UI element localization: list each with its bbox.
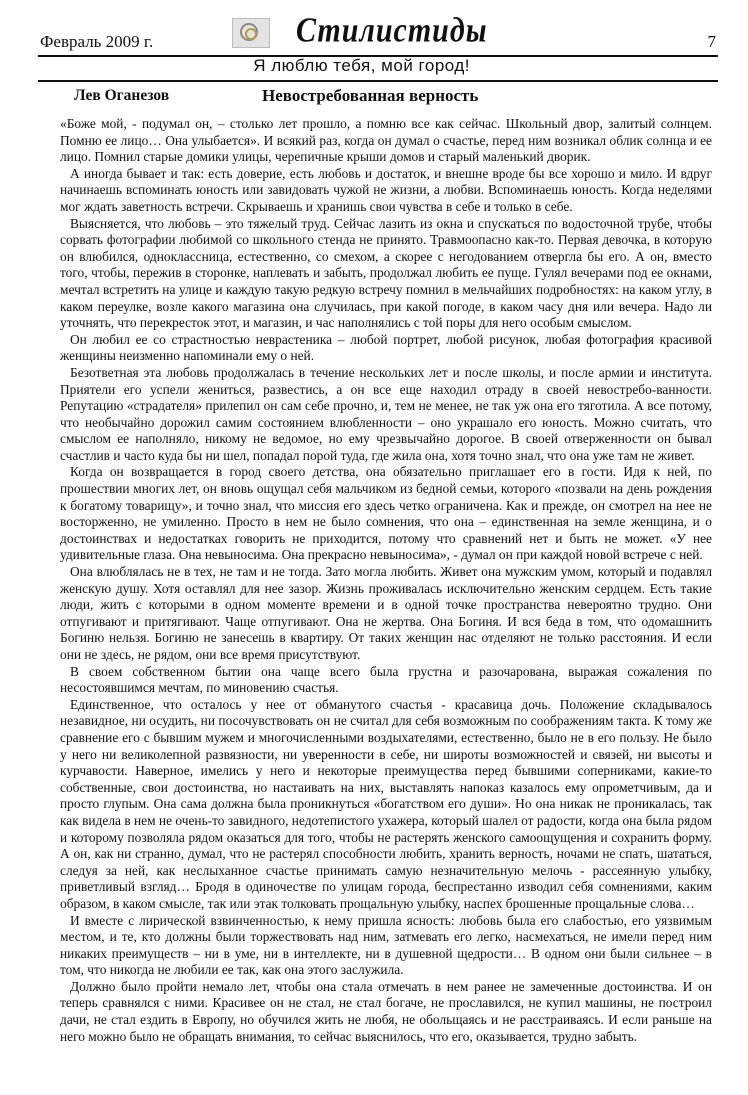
- page-header: [38, 11, 718, 54]
- article-title: Невостребованная верность: [262, 86, 479, 105]
- issue-date: Февраль 2009 г.: [40, 32, 154, 51]
- paragraph: Должно было пройти немало лет, чтобы она стала отмечать в нем ранее не замеченные достоинства. И он теперь сравнялся с ними. Красивее он не стал, не стал богаче, не прославился, не купил машины, не построил дачи, не стал ездить в Европу, но обучился жить не любя, не обольщаясь и не расстраиваясь. И если раньше на него можно было не обращать внимания, то сейчас выяснилось, что его, оказывается, трудно забыть.: [60, 978, 712, 1044]
- masthead-title: Стилистиды: [296, 11, 488, 50]
- section-tagline: Я люблю тебя, мой город!: [253, 56, 470, 75]
- article-body: [60, 116, 712, 1045]
- paragraph: Безответная эта любовь продолжалась в течение нескольких лет и после школы, и после армии и института. Приятели его успели жениться, развестись, а он все еще находил отраду в своей невостребо-ванности. Репутацию «страдателя» прилепил он сам себе прочно, и, тем не менее, не так уж она его тяготила. А все потому, что необычайно дорожил самим состоянием влюбленности – оно украшало его юность. Можно считать, что смыслом ее наполняло, никому не ведомое, но ему чрезвычайно дорогое. В своей отверженности он бывал счастлив и часто куда бы ни шел, попадал порой туда, где жила она, хотя точно знал, что она уже там не живет.: [60, 364, 712, 463]
- paragraph: Он любил ее со страстностью неврастеника – любой портрет, любой рисунок, любая фотография красивой женщины неизменно напоминали ему о ней.: [60, 331, 712, 364]
- article-author: Лев Оганезов: [74, 87, 170, 104]
- paragraph: И вместе с лирической взвинченностью, к нему пришла ясность: любовь была его слабостью, его уязвимым местом, и те, кто должны были торжествовать над ним, затмевать его легко, насмехаться, не имели перед ним никаких преимуществ – ни в уме, ни в интеллекте, ни в душевной щедрости… В одном они были сильнее – в том, что никогда не любили ее так, как она этого заслужила.: [60, 912, 712, 978]
- paragraph: В своем собственном бытии она чаще всего была грустна и разочарована, выражая сожаления по несостоявшимся мечтам, по миновению счастья.: [60, 663, 712, 696]
- paragraph: «Боже мой, - подумал он, – столько лет прошло, а помню все как сейчас. Школьный двор, залитый солнцем. Помню ее лицо… Она улыбается». И всякий раз, когда он думал о счастье, перед ним возникал облик солнца и ее лицо. Помнил старые домики улицы, черепичные крыши домов и старый маленький дворик.: [60, 116, 712, 165]
- paragraph: Выясняется, что любовь – это тяжелый труд. Сейчас лазить из окна и спускаться по водосточной трубе, чтобы сорвать фотографии любимой со школьного стенда не принято. Травмоопасно как-то. Первая девочка, в которую он влюбился, одноклассница, естественно, со смехом, а скорее с негодованием отвергла бы его. А он, вместо того, чтобы, пережив в сторонке, наплевать и забыть, продолжал любить ее пуще. Гулял вечерами под ее окнами, мечтал встретить на улице и каждую такую редкую встречу помнил в мельчайших подробностях: на каком углу, в каком переулке, возле какого магазина она случилась, при какой погоде, в каком часу дня или вечера. Надо ли уточнять, что перекресток этот, и магазин, и час наполнялись с той поры для него особым смыслом.: [60, 215, 712, 331]
- logo-icon: [232, 18, 270, 48]
- paragraph: Она влюблялась не в тех, не там и не тогда. Зато могла любить. Живет она мужским умом, который и подавлял женскую душу. Хотя оставлял для нее зазор. Жизнь проживалась исключительно женским сердцем. Есть такие люди, жить с которыми в одном моменте времени и в одной точке пространства невероятно трудно. Они отпугивают и притягивают. Чаще отпугивают. Она не жертва. Она Богиня. И вся беда в том, что одомашнить Богиню нельзя. Богиню не занесешь в квартиру. От таких женщин нас отделяют не только расстояния. И если они не здесь, не рядом, они все время присутствуют.: [60, 564, 712, 662]
- header-rule-bottom: [38, 80, 718, 82]
- paragraph: Единственное, что осталось у нее от обманутого счастья - красавица дочь. Положение складывалось незавидное, ни осудить, ни посочувствовать он не считал для себя возможным по соображениям такта. К тому же сравнение его с бывшим мужем и многочисленными воздыхателями, естественно, было не в его пользу. Не было у него ни великолепной развязности, ни уверенности в себе, ни широты возможностей и связей, ни высоты и курчавости. Наверное, имелись у него и некоторые преимущества перед бывшими соперниками, какие-то собственные, свои достоинства, но настаивать на них, выставлять напоказ казалось ему опрометчивым, да и просто глупым. Она сама должна была проникнуться «богатством его души». Но она никак не проникалась, так как видела в нем не очень-то завидного, недотепистого ухажера, который шалел от радости, когда она была рядом и которому позволяла рядом оказаться для того, чтобы не растерять женского самоощущения и сохранить форму. А он, как ни странно, думал, что не растерял способности любить, хранить верность, ночами не спать, шататься, следуя за ней, как неслыханное счастье принимать самую незначительную мелочь - рассеянную улыбку, приветливый взгляд… Бродя в одиночестве по улицам города, беспрестанно изводил себя сомнениями, каким образом, в каком смысле, так или этак толковать прощальную улыбку, наспех брошенные прощальные слова…: [60, 696, 712, 911]
- page-number: 7: [707, 32, 716, 51]
- paragraph: Когда он возвращается в город своего детства, она обязательно приглашает его в гости. Идя к ней, по прошествии многих лет, он вновь ощущал себя мальчиком из бедной семьи, которого «позвали на день рождения к богатому товарищу», и точно знал, что миссия его здесь четко ограничена. Как и прежде, он смотрел на нее не восторженно, не умиленно. Просто в нем не было сомнения, что она – единственная на земле женщина, и о достоинствах и недостатках говорить не приходится, потому что сравнений нет и быть не может. «У нее удивительные глаза. Она невыносима. Она прекрасно невыносима», - думал он при каждой новой встрече с ней.: [60, 464, 712, 563]
- logo-emblem: [240, 23, 258, 41]
- paragraph: А иногда бывает и так: есть доверие, есть любовь и достаток, и внешне вроде бы все хорошо и мило. И вдруг начинаешь вспоминать юность или завидовать чужой не жизни, а любви. Вспоминаешь юность. Когда неделями мог ждать заветность встречи. Скрываешь и хранишь свои чувства в себе и только в себе.: [60, 165, 712, 214]
